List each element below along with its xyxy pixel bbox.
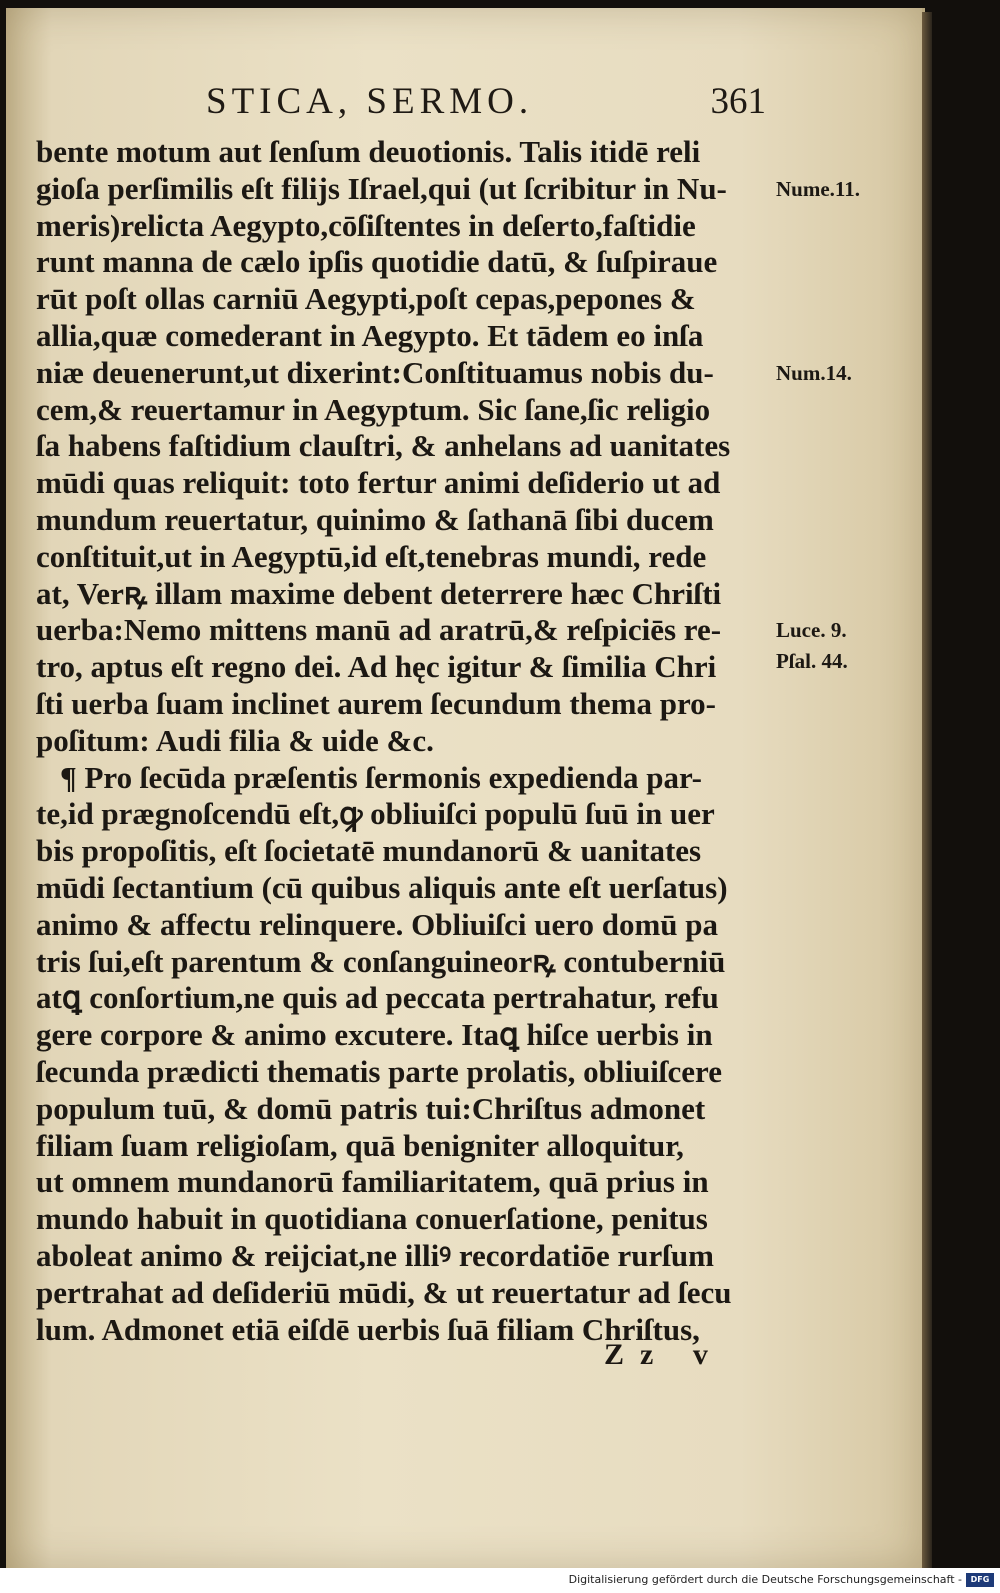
book-page	[6, 8, 925, 1568]
text-line: atꝗ conſortium,ne quis ad peccata pertrahatur, refu	[36, 980, 719, 1016]
text-line: populum tuū, & domū patris tui:Chriſtus admonet	[36, 1090, 706, 1126]
text-line: at, Verꝶ illam maxime debent deterrere hæc Chriſti	[36, 575, 722, 611]
running-head	[206, 80, 766, 130]
text-line: bente motum aut ſenſum deuotionis. Talis itidē reli	[36, 134, 701, 169]
text-line: gioſa perſimilis eſt filijs Iſrael,qui (ut ſcribitur in Nu-	[36, 170, 727, 206]
credit-bar	[0, 1568, 1000, 1593]
text-line: poſitum: Audi filia & uide &c.	[36, 722, 434, 758]
text-line: aboleat animo & reijciat,ne illiꝰ recordatiōe rurſum	[36, 1237, 714, 1273]
text-line: cem,& reuertamur in Aegyptum. Sic ſane,ſic religio	[36, 391, 711, 427]
text-line: niæ deuenerunt,ut dixerint:Conſtituamus nobis du-	[36, 354, 714, 390]
margin-note: Luce. 9.	[776, 618, 847, 642]
text-line: te,id prægnoſcendū eſt,ꝙ obliuiſci populū ſuū in uer	[36, 796, 715, 832]
page-number: 361	[710, 81, 766, 122]
text-line: ſecunda prædicti thematis parte prolatis, obliuiſcere	[36, 1053, 722, 1089]
signature-mark: Zz v	[604, 1338, 724, 1371]
text-line: gere corpore & animo excutere. Itaꝗ hiſce uerbis in	[36, 1017, 713, 1053]
margin-note: Num.14.	[776, 361, 852, 385]
text-line: allia,quæ comederant in Aegypto. Et tādem eo inſa	[36, 317, 704, 353]
text-line: runt manna de cælo ipſis quotidie datū, & ſuſpiraue	[36, 244, 718, 280]
text-line: conſtituit,ut in Aegyptū,id eſt,tenebras mundi, rede	[36, 538, 707, 574]
text-line: pertrahat ad deſideriū mūdi, & ut reuertatur ad ſecu	[36, 1274, 732, 1310]
text-line: ſti uerba ſuam inclinet aurem ſecundum thema pro-	[36, 685, 716, 721]
text-line: lum. Admonet etiā eiſdē uerbis ſuā filiam Chriſtus,	[36, 1311, 700, 1347]
text-line: tris ſui,eſt parentum & conſanguineorꝶ contuberniū	[36, 943, 726, 979]
margin-note: Nume.11.	[776, 177, 860, 201]
text-line: bis propoſitis, eſt ſocietatē mundanorū & uanitates	[36, 833, 702, 869]
text-line: mūdi quas reliquit: toto fertur animi deſiderio ut ad	[36, 465, 721, 501]
text-line: filiam ſuam religioſam, quā benigniter alloquitur,	[36, 1127, 684, 1163]
body-text	[36, 134, 796, 1348]
text-line: ſa habens faſtidium clauſtri, & anhelans ad uanitates	[36, 428, 731, 464]
text-line: animo & affectu relinquere. Obliuiſci uero domū pa	[36, 906, 719, 942]
text-line: tro, aptus eſt regno dei. Ad hęc igitur & ſimilia Chri	[36, 649, 717, 685]
text-line: ¶ Pro ſecūda præſentis ſermonis expedienda par-	[60, 759, 702, 795]
text-line: meris)relicta Aegypto,cōſiſtentes in deſerto,faſtidie	[36, 207, 696, 243]
credit-text: Digitalisierung gefördert durch die Deutsche Forschungsgemeinschaft -	[568, 1573, 962, 1586]
running-title: STICA, SERMO.	[206, 81, 534, 122]
margin-note: Pſal. 44.	[776, 649, 848, 673]
text-line: rūt poſt ollas carniū Aegypti,poſt cepas,pepones &	[36, 281, 696, 317]
text-line: mundo habuit in quotidiana conuerſatione, penitus	[36, 1201, 708, 1237]
text-line: ut omnem mundanorū familiaritatem, quā prius in	[36, 1164, 709, 1200]
text-line: mūdi ſectantium (cū quibus aliquis ante eſt uerſatus)	[36, 869, 728, 905]
dfg-logo-icon: DFG	[966, 1573, 994, 1587]
text-line: uerba:Nemo mittens manū ad aratrū,& reſpiciēs re-	[36, 612, 722, 648]
text-line: mundum reuertatur, quinimo & ſathanā ſibi ducem	[36, 501, 714, 537]
page-edge	[922, 12, 932, 1568]
